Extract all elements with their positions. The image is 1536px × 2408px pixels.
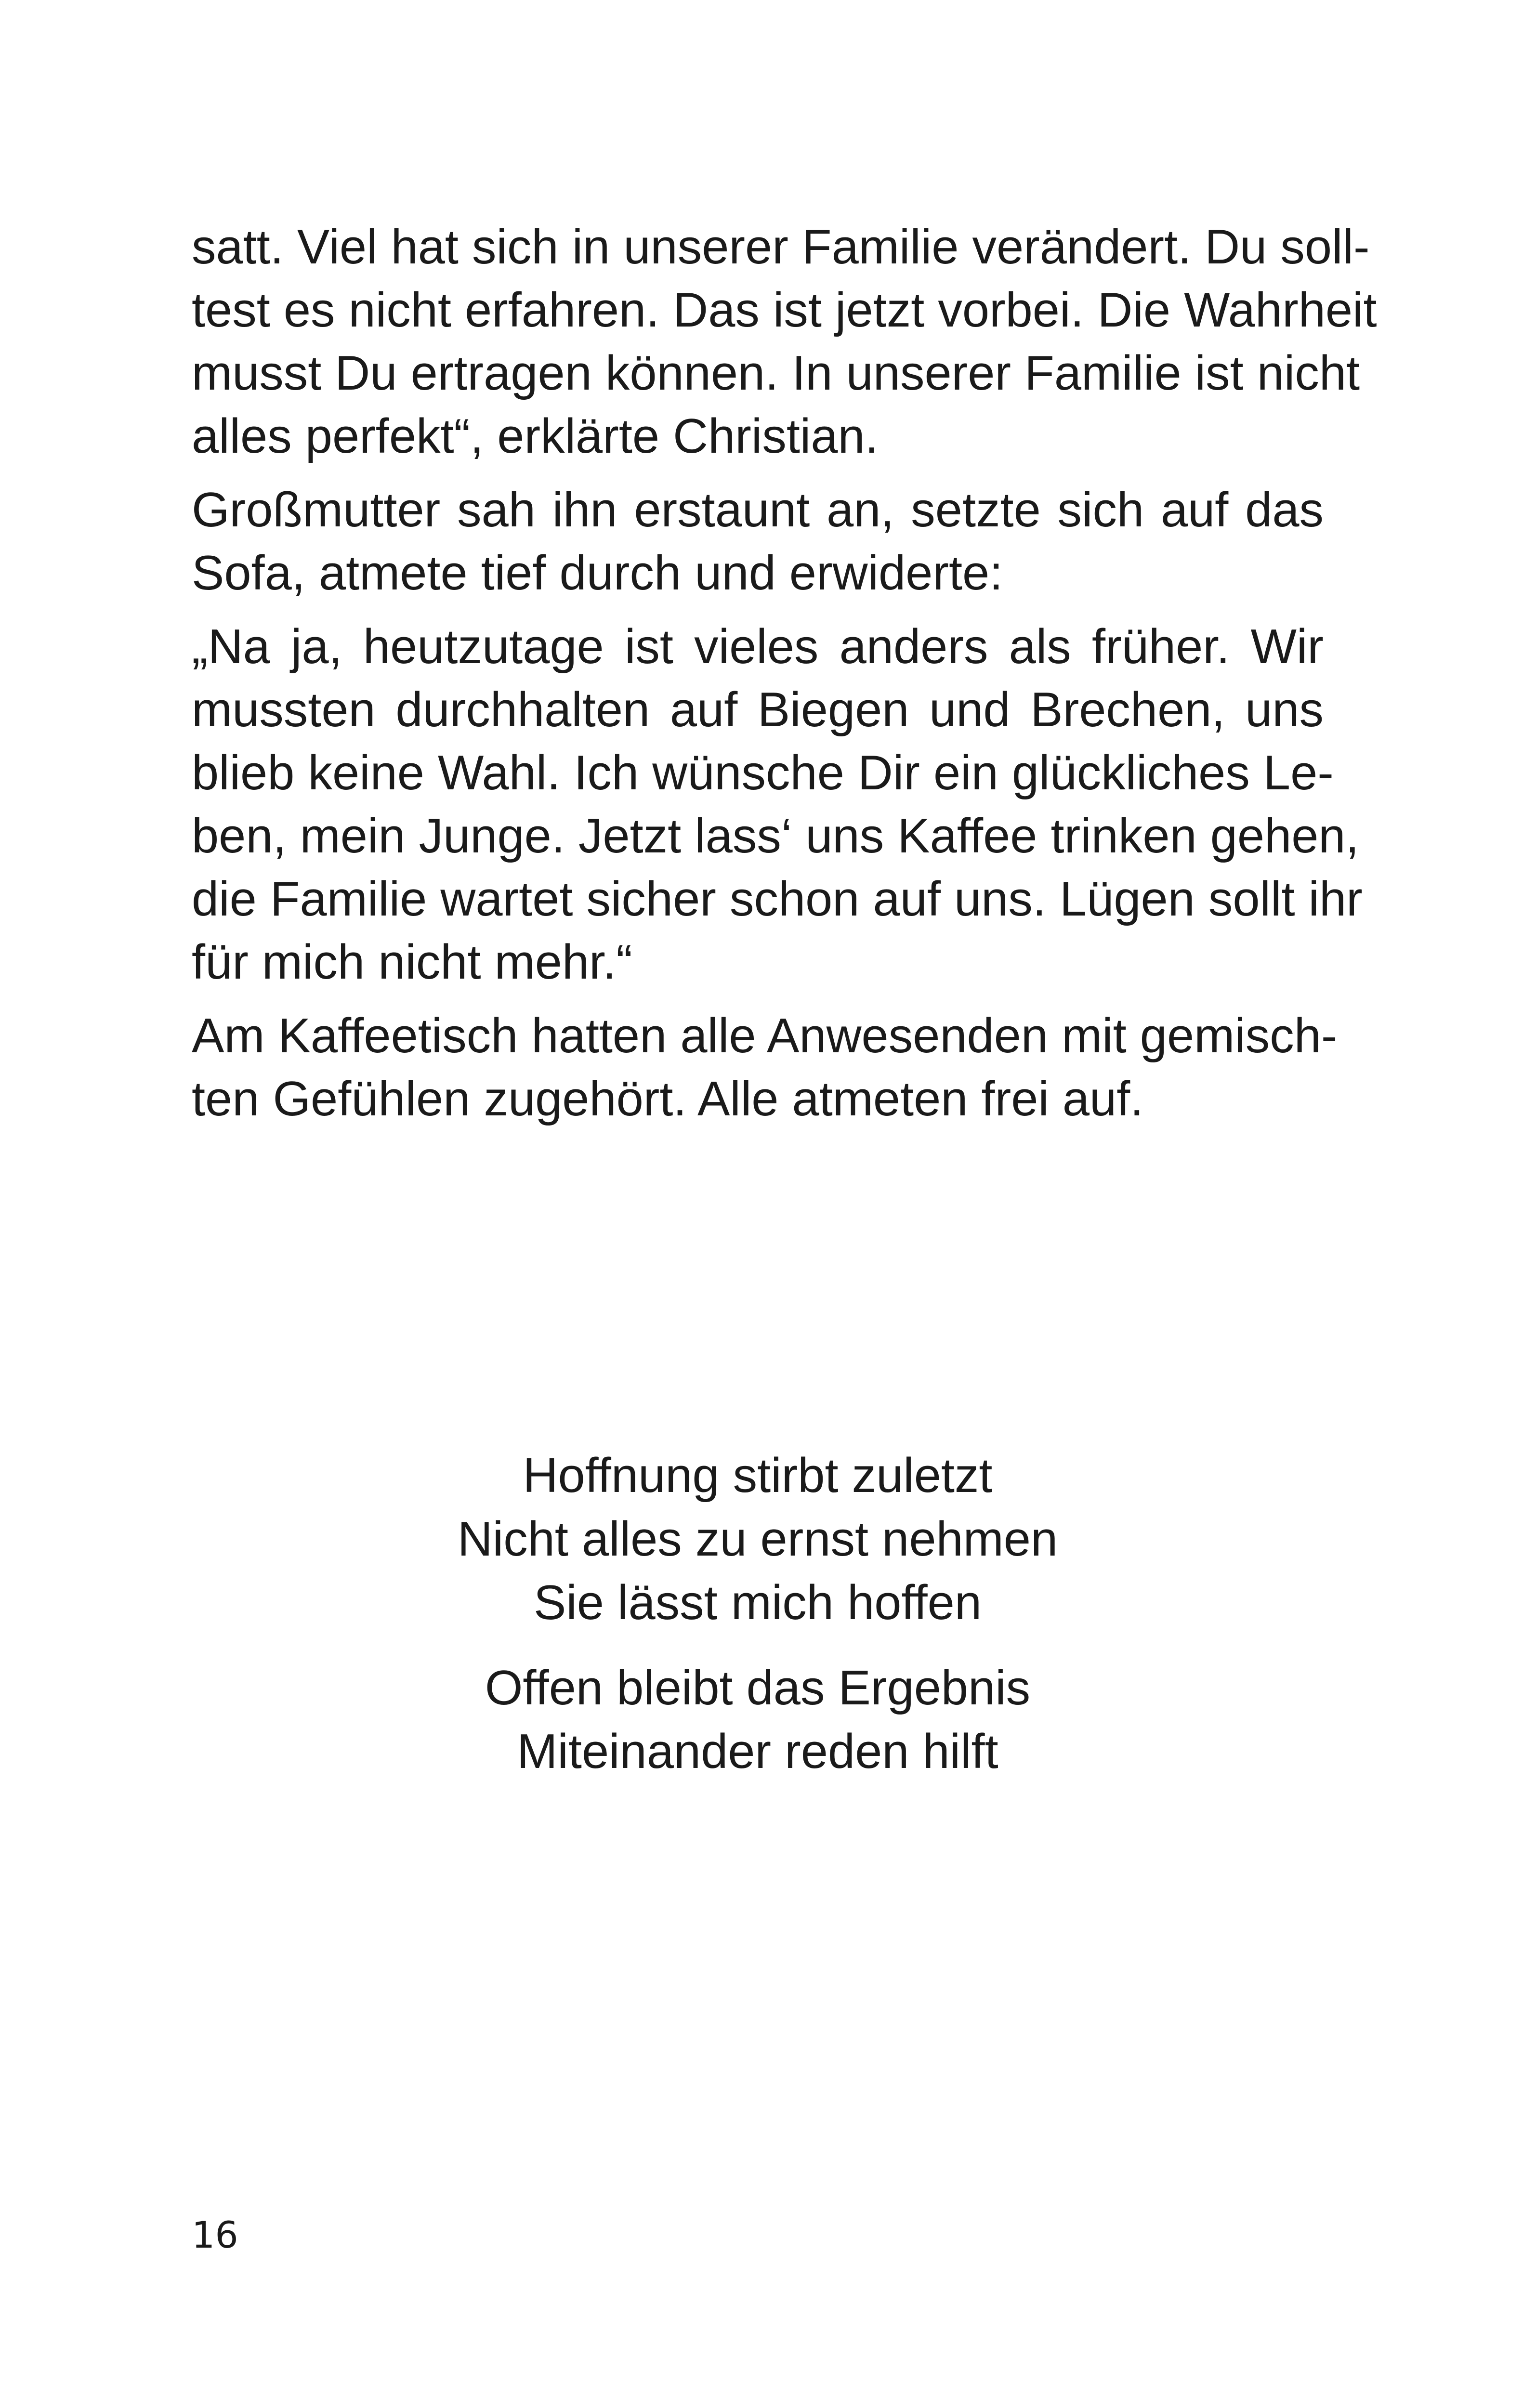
text-line: musst Du ertragen können. In unserer Familie ist nicht [192,346,1360,400]
text-line: für mich nicht mehr.“ [192,935,632,989]
poem-line: Miteinander reden hilft [517,1725,998,1779]
text-line: mussten durchhalten auf Biegen und Brechen, uns [192,683,1324,737]
text-line: ten Gefühlen zugehört. Alle atmeten frei auf. [192,1072,1144,1126]
poem-stanza [192,1656,1324,1783]
paragraph [192,216,1377,468]
text-line: ben, mein Junge. Jetzt lass‘ uns Kaffee trinken gehen, [192,809,1359,863]
paragraph [192,615,1363,994]
text-line: Am Kaffeetisch hatten alle Anwesenden mit gemisch- [192,1009,1338,1063]
poem-line: Sie lässt mich hoffen [533,1576,982,1630]
text-line: Sofa, atmete tief durch und erwiderte: [192,546,1003,600]
text-line: die Familie wartet sicher schon auf uns. Lügen sollt ihr [192,872,1363,926]
text-line: „Na ja, heutzutage ist vieles anders als früher. Wir [192,620,1324,674]
poem-stanza [192,1444,1324,1635]
poem [192,1444,1324,1805]
text-line: satt. Viel hat sich in unserer Familie verändert. Du soll- [192,220,1370,274]
text-line: blieb keine Wahl. Ich wünsche Dir ein glückliches Le- [192,746,1334,800]
paragraph [192,1005,1338,1131]
page-number: 16 [192,2213,238,2256]
paragraph [192,479,1324,605]
text-line: alles perfekt“, erklärte Christian. [192,409,879,463]
poem-line: Offen bleibt das Ergebnis [485,1661,1031,1715]
poem-line: Nicht alles zu ernst nehmen [457,1512,1058,1566]
prose-section [192,216,1377,1141]
text-line: Großmutter sah ihn erstaunt an, setzte sich auf das [192,483,1324,537]
poem-line: Hoffnung stirbt zuletzt [523,1449,993,1503]
text-line: test es nicht erfahren. Das ist jetzt vorbei. Die Wahrheit [192,283,1377,337]
